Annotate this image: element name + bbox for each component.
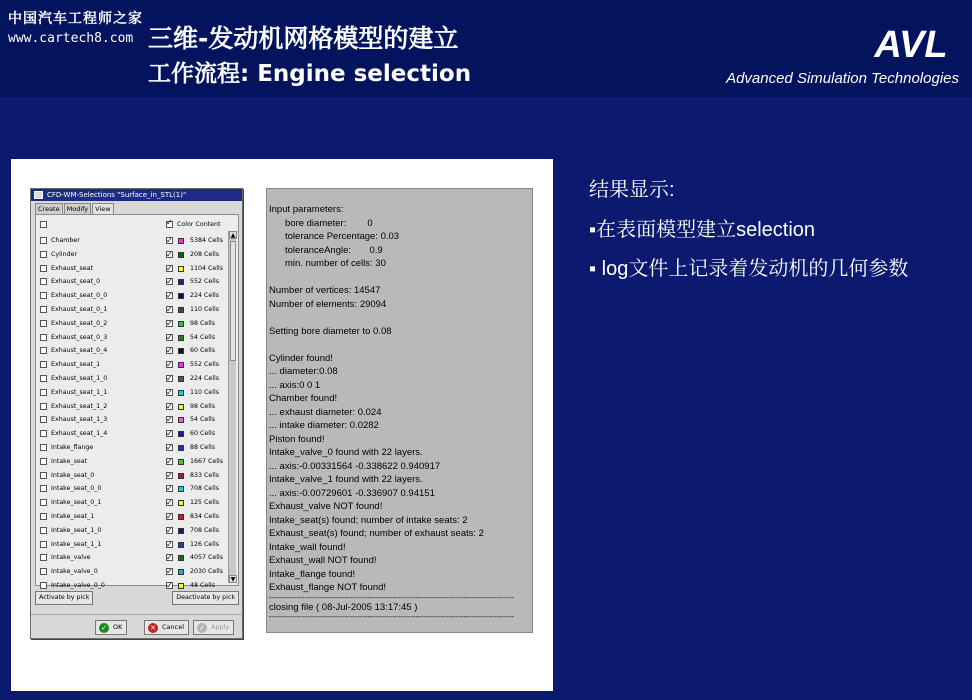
item-cell-count: 2030 Cells [190,568,224,576]
item-name: Exhaust_seat_0_0 [51,292,108,300]
item-select-checkbox[interactable] [40,430,47,437]
list-item[interactable] [40,372,228,386]
item-cell-count: 4057 Cells [190,554,224,562]
pick-buttons [35,591,239,605]
item-cell-count: 125 Cells [190,499,220,507]
avl-logo-text: AVL [874,24,948,62]
log-line: tolerance Percentage: 0.03 [285,231,400,242]
item-select-checkbox[interactable] [40,306,47,313]
item-color-swatch[interactable] [178,514,184,520]
tab-modify[interactable]: Modify [64,203,92,214]
item-select-checkbox[interactable] [40,472,47,479]
item-name: Exhaust_seat_1 [51,361,101,369]
item-select-checkbox[interactable] [40,361,47,368]
slide-subtitle: 工作流程: Engine selection [148,61,472,87]
cancel-icon: ✕ [148,623,158,633]
list-item[interactable] [40,441,228,455]
item-name: Intake_flange [51,443,94,451]
item-cell-count: 708 Cells [190,485,220,493]
log-line: Exhaust_valve NOT found! [269,501,383,512]
list-item[interactable] [40,234,228,248]
list-item[interactable] [40,289,228,303]
item-name: Exhaust_seat_0_4 [51,347,108,355]
item-visible-checkbox[interactable] [166,485,173,492]
log-line: Exhaust_flange NOT found! [269,582,387,593]
list-scrollbar[interactable] [228,231,236,583]
color-content-checkbox[interactable] [166,221,173,228]
log-line: min. number of cells: 30 [285,258,386,269]
item-cell-count: 708 Cells [190,526,220,534]
item-name: Exhaust_seat_1_4 [51,430,108,438]
log-line [269,338,532,352]
list-item[interactable] [40,303,228,317]
result-bullet-1: ▪在表面模型建立selection [589,219,816,241]
log-lines [269,203,532,595]
item-visible-checkbox[interactable] [166,499,173,506]
item-cell-count: 833 Cells [190,471,220,479]
list-item[interactable] [40,400,228,414]
dialog-buttons [31,614,242,638]
scroll-thumb[interactable] [230,241,236,361]
item-name: Exhaust_seat_0_1 [51,305,108,313]
item-select-checkbox[interactable] [40,251,47,258]
log-line: ... intake diameter: 0.0282 [269,420,379,431]
item-cell-count: 5384 Cells [190,237,224,244]
item-color-swatch[interactable] [178,500,184,506]
item-cell-count: 224 Cells [190,292,220,300]
item-visible-checkbox[interactable] [166,568,173,575]
item-color-swatch[interactable] [178,252,184,258]
item-select-checkbox[interactable] [40,527,47,534]
log-line: toleranceAngle: 0.9 [285,244,383,256]
item-select-checkbox[interactable] [40,389,47,396]
item-visible-checkbox[interactable] [166,458,173,465]
list-item[interactable] [40,427,228,441]
item-select-checkbox[interactable] [40,265,47,272]
item-visible-checkbox[interactable] [166,265,173,272]
list-item[interactable] [40,275,228,289]
item-color-swatch[interactable] [178,542,184,548]
item-cell-count: 110 Cells [190,305,220,313]
item-color-swatch[interactable] [178,293,184,299]
item-color-swatch[interactable] [178,583,184,589]
cancel-label: Cancel [162,623,185,631]
log-line: Number of vertices: 14547 [269,285,381,296]
apply-icon: ✓ [197,623,207,633]
item-cell-count: 54 Cells [190,416,216,424]
item-visible-checkbox[interactable] [166,361,173,368]
item-cell-count: 208 Cells [190,250,220,258]
log-line: Cylinder found! [269,352,333,364]
item-color-swatch[interactable] [178,348,184,354]
item-color-swatch[interactable] [178,459,184,465]
cancel-button[interactable] [144,620,189,635]
watermark-title: 中国汽车工程师之家 [8,11,143,27]
item-cell-count: 126 Cells [190,540,220,548]
item-name: Exhaust_seat_1_0 [51,374,108,382]
avl-logo [862,24,960,62]
item-select-checkbox[interactable] [40,458,47,465]
item-cell-count: 1667 Cells [190,457,224,465]
selections-dialog [30,188,243,639]
list-item[interactable] [40,317,228,331]
log-closing-line: closing file ( 08-Jul-2005 13:17:45 ) [269,601,418,613]
item-cell-count: 110 Cells [190,388,220,396]
item-name: Intake_seat_0_1 [51,499,102,507]
item-visible-checkbox[interactable] [166,237,173,244]
activate-by-pick-button[interactable]: Activate by pick [35,591,93,605]
item-cell-count: 552 Cells [190,278,220,286]
log-line [269,271,532,285]
item-color-swatch[interactable] [178,376,184,382]
item-visible-checkbox[interactable] [166,306,173,313]
item-select-checkbox[interactable] [40,416,47,423]
log-line: ... axis:-0.00729601 -0.336907 0.94151 [269,487,435,499]
item-name: Exhaust_seat [51,264,93,272]
log-line: Number of elements: 29094 [269,298,387,310]
item-color-swatch[interactable] [178,555,184,561]
check-icon: ✓ [99,623,109,633]
item-select-checkbox[interactable] [40,541,47,548]
list-item[interactable] [40,482,228,496]
list-item[interactable] [40,248,228,262]
log-separator-bottom: ------------------------------------------------------------------------------------------------- [269,614,515,620]
select-all-checkbox[interactable] [40,221,47,228]
list-item[interactable] [40,524,228,538]
item-select-checkbox[interactable] [40,554,47,561]
item-name: Cylinder [51,250,78,258]
item-visible-checkbox[interactable] [166,278,173,285]
log-line: Intake_seat(s) found; number of intake seats: 2 [269,514,468,526]
item-visible-checkbox[interactable] [166,375,173,382]
item-select-checkbox[interactable] [40,444,47,451]
item-cell-count: 224 Cells [190,374,220,382]
result-bullet-2: ▪ log文件上记录着发动机的几何参数 [589,258,909,280]
item-visible-checkbox[interactable] [166,444,173,451]
item-color-swatch[interactable] [178,266,184,272]
ok-button[interactable] [95,620,127,635]
log-line: Intake_valve_0 found with 22 layers. [269,447,423,458]
item-cell-count: 1104 Cells [190,264,224,272]
item-select-checkbox[interactable] [40,334,47,341]
log-line: Exhaust_wall NOT found! [269,555,377,566]
log-line: Intake_flange found! [269,568,356,580]
log-window [266,188,533,633]
item-name: Intake_valve_0_0 [51,581,105,589]
item-name: Intake_seat [51,457,88,465]
log-line: Chamber found! [269,393,338,404]
item-visible-checkbox[interactable] [166,416,173,423]
item-name: Intake_valve_0 [51,568,98,576]
list-header [40,220,234,230]
list-item[interactable] [40,386,228,400]
tab-view[interactable]: View [92,203,113,214]
item-select-checkbox[interactable] [40,292,47,299]
list-item[interactable] [40,331,228,345]
slide-title: 三维-发动机网格模型的建立 [148,24,459,53]
item-cell-count: 60 Cells [190,347,216,355]
item-select-checkbox[interactable] [40,403,47,410]
screenshot-panel [11,159,553,691]
result-heading: 结果显示: [589,179,675,201]
dialog-title: CFD-WM-Selections "Surface_in_STL(1)" [47,191,187,199]
list-item[interactable] [40,455,228,469]
item-color-swatch[interactable] [178,335,184,341]
item-select-checkbox[interactable] [40,237,47,244]
ok-label: OK [113,623,123,631]
list-item[interactable] [40,538,228,552]
list-item[interactable] [40,469,228,483]
item-name: Exhaust_seat_0 [51,278,101,286]
item-visible-checkbox[interactable] [166,472,173,479]
item-color-swatch[interactable] [178,473,184,479]
log-line: bore diameter: 0 [285,217,373,229]
apply-button[interactable] [193,620,234,635]
item-select-checkbox[interactable] [40,347,47,354]
list-item[interactable] [40,344,228,358]
list-item[interactable] [40,413,228,427]
item-visible-checkbox[interactable] [166,513,173,520]
item-color-swatch[interactable] [178,528,184,534]
item-name: Intake_seat_1_1 [51,540,102,548]
item-color-swatch[interactable] [178,321,184,327]
tab-create[interactable]: Create [35,203,63,214]
item-visible-checkbox[interactable] [166,334,173,341]
item-color-swatch[interactable] [178,404,184,410]
item-name: Exhaust_seat_1_3 [51,416,108,424]
item-name: Intake_seat_1_0 [51,526,102,534]
item-select-checkbox[interactable] [40,513,47,520]
tagline: Advanced Simulation Technologies [726,70,959,87]
item-select-checkbox[interactable] [40,568,47,575]
item-select-checkbox[interactable] [40,485,47,492]
item-select-checkbox[interactable] [40,320,47,327]
item-name: Intake_seat_0_0 [51,485,102,493]
item-name: Exhaust_seat_1_1 [51,388,108,396]
item-cell-count: 88 Cells [190,443,216,451]
list-item[interactable] [40,496,228,510]
log-separator: ------------------------------------------------------------------------------------------------- [269,594,515,601]
log-line: ... diameter:0.08 [269,366,338,377]
item-name: Chamber [51,237,80,244]
item-cell-count: 48 Cells [190,581,216,589]
item-color-swatch[interactable] [178,569,184,575]
item-visible-checkbox[interactable] [166,582,173,589]
item-visible-checkbox[interactable] [166,403,173,410]
scroll-down-icon[interactable]: ▼ [230,576,236,583]
item-cell-count: 54 Cells [190,333,216,341]
item-color-swatch[interactable] [178,390,184,396]
log-line: Intake_valve_1 found with 22 layers. [269,474,423,485]
item-visible-checkbox[interactable] [166,389,173,396]
window-menu-icon[interactable] [34,191,43,199]
log-line [269,311,532,325]
selection-list [35,214,239,589]
item-name: Exhaust_seat_0_2 [51,319,108,327]
selection-rows [40,234,228,593]
log-line: Exhaust_seat(s) found; number of exhaust seats: 2 [269,528,484,539]
log-line: Piston found! [269,433,325,445]
item-name: Intake_seat_0 [51,471,95,479]
item-color-swatch[interactable] [178,279,184,285]
item-color-swatch[interactable] [178,445,184,451]
item-cell-count: 98 Cells [190,319,216,327]
header-band [0,0,972,97]
log-line: ... axis:0 0 1 [269,379,321,391]
item-visible-checkbox[interactable] [166,251,173,258]
list-item[interactable] [40,551,228,565]
item-visible-checkbox[interactable] [166,430,173,437]
list-item[interactable] [40,262,228,276]
item-cell-count: 552 Cells [190,361,220,369]
item-visible-checkbox[interactable] [166,292,173,299]
item-visible-checkbox[interactable] [166,347,173,354]
log-line: Setting bore diameter to 0.08 [269,325,392,337]
item-cell-count: 834 Cells [190,512,220,520]
color-content-label: Color Content [177,221,221,228]
item-cell-count: 98 Cells [190,402,216,410]
item-cell-count: 60 Cells [190,430,216,438]
item-color-swatch[interactable] [178,431,184,437]
item-select-checkbox[interactable] [40,278,47,285]
item-select-checkbox[interactable] [40,375,47,382]
apply-label: Apply [211,623,230,631]
watermark-url: www.cartech8.com [8,31,134,46]
scroll-up-icon[interactable]: ▲ [230,232,236,239]
item-visible-checkbox[interactable] [166,541,173,548]
item-visible-checkbox[interactable] [166,320,173,327]
item-name: Exhaust_seat_0_3 [51,333,108,341]
log-line: Input parameters: [269,204,344,215]
item-color-swatch[interactable] [178,238,184,244]
item-name: Intake_valve [51,554,91,562]
item-visible-checkbox[interactable] [166,554,173,561]
list-item[interactable] [40,565,228,579]
log-line: ... axis:-0.00331564 -0.338622 0.940917 [269,460,441,472]
list-item[interactable] [40,358,228,372]
item-color-swatch[interactable] [178,417,184,423]
item-color-swatch[interactable] [178,486,184,492]
item-visible-checkbox[interactable] [166,527,173,534]
item-select-checkbox[interactable] [40,499,47,506]
item-name: Intake_seat_1 [51,512,95,520]
deactivate-by-pick-button[interactable]: Deactivate by pick [172,591,239,605]
item-select-checkbox[interactable] [40,582,47,589]
log-line: ... exhaust diameter: 0.024 [269,406,382,418]
log-line: Intake_wall found! [269,541,346,553]
item-color-swatch[interactable] [178,362,184,368]
list-item[interactable] [40,510,228,524]
item-color-swatch[interactable] [178,307,184,313]
item-name: Exhaust_seat_1_2 [51,402,108,410]
dialog-titlebar[interactable] [31,189,242,201]
dialog-tabs [35,203,115,214]
